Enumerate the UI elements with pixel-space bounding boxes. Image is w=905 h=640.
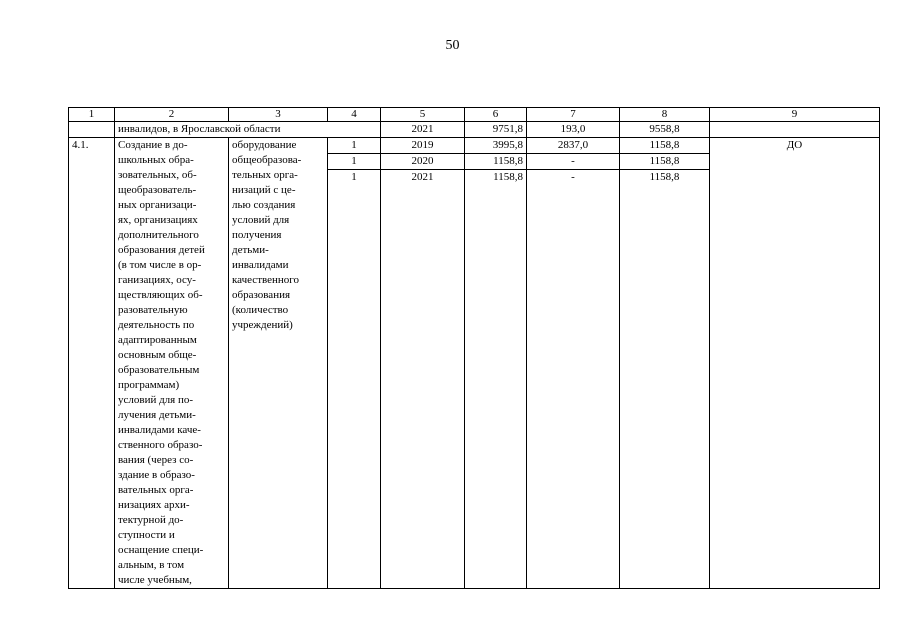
header-cell: 1 (69, 108, 115, 122)
row-count: 1 (328, 170, 381, 589)
row-year: 2019 (381, 138, 465, 154)
row-col8: 1158,8 (620, 170, 710, 589)
row-col7: - (527, 170, 620, 589)
item-executor: ДО (710, 138, 880, 589)
header-cell: 8 (620, 108, 710, 122)
page-number: 50 (445, 38, 460, 53)
continuation-col7: 193,0 (527, 122, 620, 138)
row-total: 1158,8 (465, 170, 527, 589)
continuation-number-cell (69, 122, 115, 138)
row-year: 2020 (381, 154, 465, 170)
header-cell: 3 (229, 108, 328, 122)
header-cell: 6 (465, 108, 527, 122)
header-cell: 9 (710, 108, 880, 122)
item-row (69, 138, 880, 154)
item-description: Создание в до- школьных обра- зовательных, об- щеобразователь- ных организаци- ях, организациях дополнительного образования детей (в том числе в ор- ганизациях, осу- ществляющих об- разовательную деятельность по адаптированным основным обще- образовательным программам) условий для по- лучения детьми- инвалидами каче- ственного образо- вания (через со- здание в образо- вательных орга- низациях архи- тектурной до- ступности и оснащение специ- альным, в том числе учебным, (115, 138, 229, 589)
continuation-year: 2021 (381, 122, 465, 138)
continuation-total: 9751,8 (465, 122, 527, 138)
item-indicator: оборудование общеобразова- тельных орга- низаций с це- лью создания условий для получения детьми- инвалидами качественного образования (количество учреждений) (229, 138, 328, 589)
row-col7: 2837,0 (527, 138, 620, 154)
header-cell: 4 (328, 108, 381, 122)
item-number: 4.1. (69, 138, 115, 589)
column-numbers-row (69, 108, 880, 122)
row-col8: 1158,8 (620, 138, 710, 154)
row-col8: 1158,8 (620, 154, 710, 170)
continuation-executor (710, 122, 880, 138)
continuation-text: инвалидов, в Ярославской области (115, 122, 381, 138)
header-cell: 7 (527, 108, 620, 122)
row-col7: - (527, 154, 620, 170)
row-year: 2021 (381, 170, 465, 589)
header-cell: 5 (381, 108, 465, 122)
header-cell: 2 (115, 108, 229, 122)
row-count: 1 (328, 154, 381, 170)
program-table (68, 107, 880, 589)
row-count: 1 (328, 138, 381, 154)
row-total: 1158,8 (465, 154, 527, 170)
continuation-col8: 9558,8 (620, 122, 710, 138)
continuation-row (69, 122, 880, 138)
row-total: 3995,8 (465, 138, 527, 154)
